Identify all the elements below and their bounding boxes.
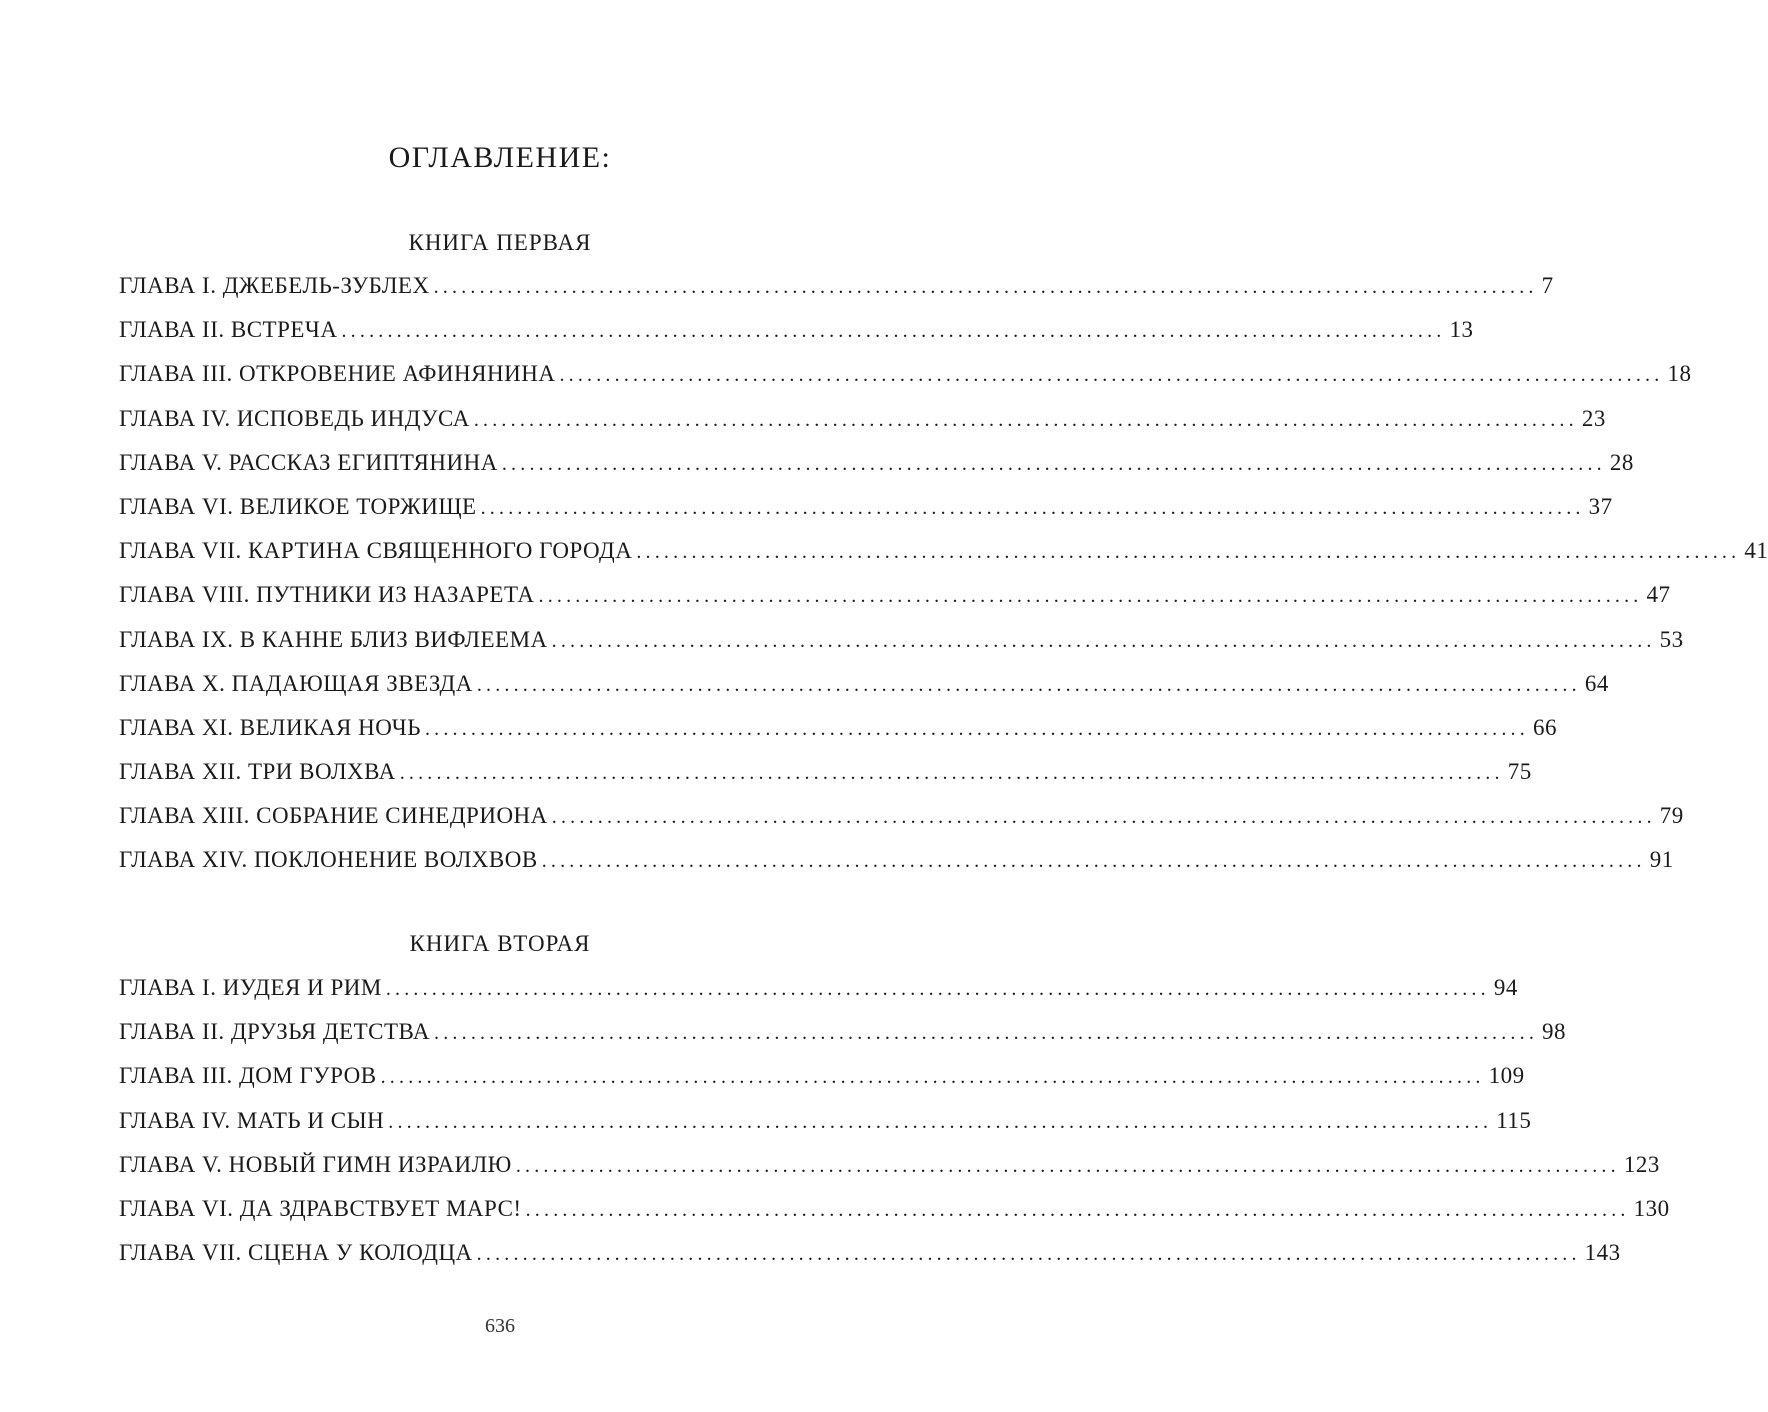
- chapter-page-number: 66: [1532, 714, 1557, 740]
- chapter-page-number: 64: [1584, 670, 1609, 696]
- chapter-title: ГЛАВА XI. ВЕЛИКАЯ НОЧЬ: [119, 714, 421, 740]
- dot-leader: ........................................................................................................................: [559, 364, 1664, 387]
- dot-leader: ........................................................................................................................: [541, 850, 1646, 873]
- chapter-title: ГЛАВА VII. КАРТИНА СВЯЩЕННОГО ГОРОДА: [119, 538, 633, 564]
- chapter-title: ГЛАВА VIII. ПУТНИКИ ИЗ НАЗАРЕТА: [119, 582, 535, 608]
- dot-leader: ........................................................................................................................: [636, 541, 1741, 564]
- dot-leader: ........................................................................................................................: [476, 673, 1581, 696]
- chapter-page-number: 109: [1488, 1063, 1525, 1089]
- toc-entry[interactable]: [119, 268, 1554, 312]
- toc-title: ОГЛАВЛЕНИЕ:: [388, 141, 612, 174]
- chapter-page-number: 7: [1541, 273, 1554, 298]
- chapter-page-number: 13: [1449, 317, 1474, 343]
- toc-entry[interactable]: [119, 1147, 1660, 1191]
- chapter-title: ГЛАВА V. РАССКАЗ ЕГИПТЯНИНА: [119, 449, 498, 475]
- dot-leader: ........................................................................................................................: [538, 585, 1643, 608]
- dot-leader: ........................................................................................................................: [385, 978, 1490, 1000]
- toc-entry[interactable]: [119, 356, 1692, 400]
- dot-leader: ........................................................................................................................: [380, 1066, 1485, 1089]
- chapter-page-number: 91: [1649, 847, 1674, 873]
- chapter-page-number: 115: [1496, 1107, 1532, 1133]
- chapter-title: ГЛАВА II. ВСТРЕЧА: [119, 317, 338, 343]
- chapter-page-number: 41: [1744, 538, 1768, 564]
- dot-leader: ........................................................................................................................: [525, 1198, 1630, 1221]
- chapter-page-number: 94: [1493, 975, 1518, 1000]
- chapter-title: ГЛАВА I. ИУДЕЯ И РИМ: [119, 975, 382, 1000]
- book-heading-second: КНИГА ВТОРАЯ: [409, 931, 591, 956]
- chapter-title: ГЛАВА IV. МАТЬ И СЫН: [119, 1107, 385, 1133]
- chapter-page-number: 98: [1542, 1019, 1567, 1045]
- toc-entry[interactable]: [119, 970, 1518, 1014]
- chapter-page-number: 28: [1609, 449, 1634, 475]
- chapter-page-number: 23: [1581, 405, 1606, 431]
- chapter-title: ГЛАВА XIV. ПОКЛОНЕНИЕ ВОЛХВОВ: [119, 847, 538, 873]
- toc-entry[interactable]: [119, 401, 1606, 445]
- chapter-page-number: 123: [1623, 1151, 1660, 1177]
- toc-entry[interactable]: [119, 577, 1671, 621]
- toc-list-book-first: [119, 268, 1768, 887]
- dot-leader: ........................................................................................................................: [480, 496, 1585, 519]
- chapter-page-number: 53: [1659, 626, 1684, 652]
- dot-leader: ........................................................................................................................: [551, 806, 1656, 829]
- chapter-page-number: 18: [1667, 361, 1692, 387]
- chapter-page-number: 79: [1659, 803, 1684, 829]
- toc-entry[interactable]: [119, 710, 1557, 754]
- chapter-title: ГЛАВА II. ДРУЗЬЯ ДЕТСТВА: [119, 1019, 431, 1045]
- toc-entry[interactable]: [119, 798, 1684, 842]
- chapter-title: ГЛАВА X. ПАДАЮЩАЯ ЗВЕЗДА: [119, 670, 473, 696]
- page-number: 636: [485, 1315, 515, 1337]
- toc-entry[interactable]: [119, 1235, 1621, 1279]
- chapter-page-number: 130: [1633, 1195, 1670, 1221]
- dot-leader: ........................................................................................................................: [551, 629, 1656, 652]
- chapter-title: ГЛАВА III. ДОМ ГУРОВ: [119, 1063, 377, 1089]
- chapter-page-number: 75: [1507, 759, 1532, 785]
- toc-entry[interactable]: [119, 1103, 1532, 1147]
- chapter-title: ГЛАВА IX. В КАННЕ БЛИЗ ВИФЛЕЕМА: [119, 626, 548, 652]
- chapter-title: ГЛАВА VI. ДА ЗДРАВСТВУЕТ МАРС!: [119, 1195, 522, 1221]
- dot-leader: ........................................................................................................................: [399, 762, 1504, 785]
- dot-leader: ........................................................................................................................: [388, 1110, 1493, 1133]
- dot-leader: ........................................................................................................................: [341, 320, 1446, 343]
- chapter-title: ГЛАВА XIII. СОБРАНИЕ СИНЕДРИОНА: [119, 803, 548, 829]
- toc-entry[interactable]: [119, 445, 1634, 489]
- toc-entry[interactable]: [119, 533, 1768, 577]
- chapter-title: ГЛАВА VI. ВЕЛИКОЕ ТОРЖИЩЕ: [119, 493, 477, 519]
- toc-entry[interactable]: [119, 622, 1684, 666]
- dot-leader: ........................................................................................................................: [476, 1243, 1581, 1266]
- dot-leader: ........................................................................................................................: [473, 408, 1578, 431]
- dot-leader: ........................................................................................................................: [424, 717, 1529, 740]
- chapter-title: ГЛАВА I. ДЖЕБЕЛЬ-ЗУБЛЕХ: [119, 273, 430, 298]
- toc-entry[interactable]: [119, 312, 1474, 356]
- chapter-page-number: 143: [1584, 1240, 1621, 1266]
- toc-entry[interactable]: [119, 666, 1609, 710]
- dot-leader: ........................................................................................................................: [433, 276, 1538, 298]
- chapter-title: ГЛАВА III. ОТКРОВЕНИЕ АФИНЯНИНА: [119, 361, 556, 387]
- chapter-title: ГЛАВА V. НОВЫЙ ГИМН ИЗРАИЛЮ: [119, 1151, 512, 1177]
- chapter-title: ГЛАВА XII. ТРИ ВОЛХВА: [119, 759, 396, 785]
- chapter-page-number: 47: [1646, 582, 1671, 608]
- dot-leader: ........................................................................................................................: [434, 1022, 1539, 1045]
- toc-entry[interactable]: [119, 1014, 1567, 1058]
- chapter-title: ГЛАВА VII. СЦЕНА У КОЛОДЦА: [119, 1240, 473, 1266]
- book-heading-first: КНИГА ПЕРВАЯ: [408, 230, 592, 255]
- toc-entry[interactable]: [119, 489, 1613, 533]
- toc-entry[interactable]: [119, 1191, 1670, 1235]
- chapter-title: ГЛАВА IV. ИСПОВЕДЬ ИНДУСА: [119, 405, 470, 431]
- chapter-page-number: 37: [1588, 493, 1613, 519]
- dot-leader: ........................................................................................................................: [501, 452, 1606, 475]
- toc-list-book-second: [119, 970, 1670, 1279]
- toc-entry[interactable]: [119, 1058, 1525, 1102]
- toc-entry[interactable]: [119, 842, 1674, 886]
- toc-entry[interactable]: [119, 754, 1532, 798]
- dot-leader: ........................................................................................................................: [515, 1154, 1620, 1177]
